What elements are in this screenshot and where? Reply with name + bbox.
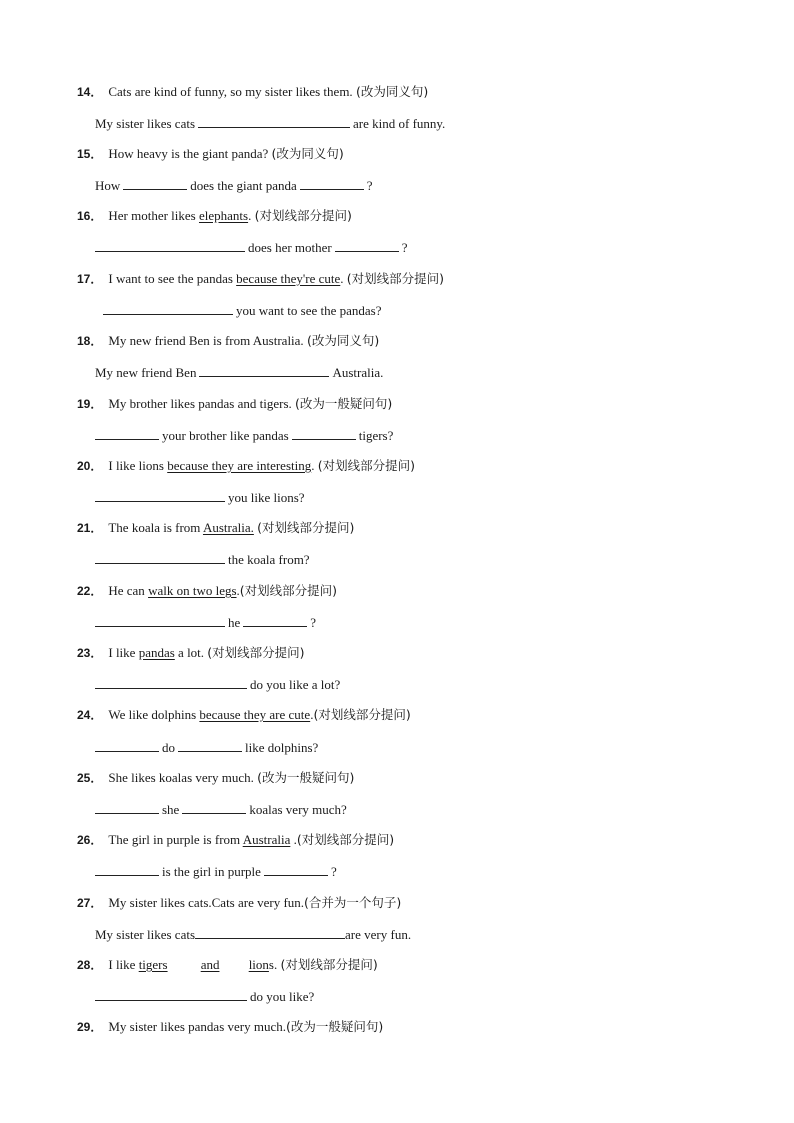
answer-text: ? [401,240,408,255]
underlined-part: pandas [138,645,175,660]
question-text: . [248,208,252,223]
underlined-part: elephants [198,208,249,223]
instruction-note: (改为同义句) [271,146,344,161]
answer-text: she [162,802,180,817]
question-text: . [311,458,315,473]
question-21 [77,519,354,537]
answer-text: you want to see the pandas? [236,303,382,318]
question-29 [77,1018,383,1036]
answer-text: My sister likes cats [95,927,196,942]
answer-line-21 [95,550,310,569]
answer-text: My new friend Ben [95,365,197,380]
question-text: The koala is from [108,520,201,535]
answer-line-25 [95,800,347,819]
answer-text: ? [330,864,337,879]
answer-blank[interactable] [199,363,329,377]
question-17 [77,270,444,288]
question-19 [77,395,392,413]
question-text: . [290,832,297,847]
question-number: 24． [77,708,103,722]
answer-line-16 [95,238,408,257]
answer-line-18 [95,363,383,382]
question-text: The girl in purple is from [108,832,241,847]
answer-blank[interactable] [95,488,225,502]
instruction-note: (改为同义句) [355,84,429,99]
answer-blank[interactable] [103,301,233,315]
question-number: 23． [77,646,103,660]
answer-text: ? [366,178,373,193]
answer-text: tigers? [358,428,394,443]
answer-line-26 [95,862,337,881]
underlined-part: lion [248,957,269,972]
answer-blank[interactable] [195,925,345,939]
question-text: . [310,707,314,722]
question-number: 26． [77,833,103,847]
answer-text: like dolphins? [245,740,319,755]
answer-line-27 [95,925,411,944]
question-text: I like [108,957,136,972]
underlined-part: walk on two legs [148,583,237,598]
answer-blank[interactable] [95,675,247,689]
question-18 [77,332,379,350]
question-number: 17． [77,272,103,286]
question-text: My new friend Ben is from Australia. [108,333,304,348]
answer-line-28 [95,987,314,1006]
question-text: My sister likes cats.Cats are very fun. [108,895,305,910]
question-text: He can [108,583,145,598]
answer-text: do you like a lot? [250,677,341,692]
instruction-note: (合并为一个句子) [304,895,402,910]
underlined-part: because they are interesting [167,458,312,473]
question-text: . [340,271,344,286]
underlined-part: and [200,957,220,972]
question-text: . [236,583,240,598]
instruction-note: (改为一般疑问句) [295,396,393,411]
answer-blank[interactable] [198,114,350,128]
underlined-part: because they're cute [236,271,341,286]
instruction-note: (对划线部分提问) [207,645,305,660]
answer-line-20 [95,488,305,507]
question-14 [77,83,428,101]
instruction-note: (对划线部分提问) [296,832,395,847]
instruction-note: (对划线部分提问) [257,520,355,535]
instruction-note: (改为一般疑问句) [257,770,355,785]
instruction-note: (改为一般疑问句) [286,1019,384,1034]
answer-text: are very fun. [345,927,412,942]
underlined-part: because they are cute [199,707,311,722]
question-number: 16． [77,209,103,223]
answer-blank[interactable] [182,800,246,814]
answer-line-15 [95,176,373,195]
answer-text: the koala from? [228,552,310,567]
answer-blank[interactable] [123,176,187,190]
answer-blank[interactable] [95,987,247,1001]
answer-text: ? [310,615,317,630]
question-number: 15． [77,147,103,161]
question-15 [77,145,344,163]
question-number: 28． [77,958,103,972]
question-22 [77,582,337,600]
answer-blank[interactable] [95,862,159,876]
question-text: I like [108,645,136,660]
answer-text: do you like? [250,989,315,1004]
answer-line-14 [95,114,445,133]
answer-blank[interactable] [264,862,328,876]
question-text: Cats are kind of funny, so my sister likes them. [108,84,353,99]
question-number: 22． [77,584,103,598]
instruction-note: (改为同义句) [306,333,380,348]
question-number: 25． [77,771,103,785]
answer-blank[interactable] [243,613,307,627]
underlined-part: Australia [242,832,291,847]
underlined-part: Australia. [202,520,254,535]
question-text: I like lions [108,458,168,473]
question-number: 19． [77,397,103,411]
instruction-note: (对划线部分提问) [280,957,378,972]
answer-text: does the giant panda [190,178,297,193]
question-text: s. [268,957,278,972]
question-text: We like dolphins [108,707,200,722]
question-number: 27． [77,896,103,910]
answer-text: he [228,615,241,630]
instruction-note: (对划线部分提问) [346,271,445,286]
answer-text: Australia. [332,365,384,380]
answer-text: How [95,178,121,193]
question-25 [77,769,354,787]
question-24 [77,706,411,724]
instruction-note: (对划线部分提问) [254,208,352,223]
question-27 [77,894,401,912]
question-text: a lot. [178,645,205,660]
answer-text: is the girl in purple [162,864,261,879]
question-number: 29． [77,1020,103,1034]
answer-text: do [162,740,175,755]
question-20 [77,457,415,475]
answer-blank[interactable] [178,738,242,752]
question-23 [77,644,305,662]
answer-text: My sister likes cats [95,116,196,131]
instruction-note: (对划线部分提问) [313,707,411,722]
answer-blank[interactable] [95,800,159,814]
question-text: She likes koalas very much. [108,770,254,785]
answer-text: does her mother [248,240,332,255]
answer-text: your brother like pandas [162,428,289,443]
answer-blank[interactable] [95,613,225,627]
answer-line-22 [95,613,316,632]
answer-line-17 [103,301,381,320]
question-number: 18． [77,334,103,348]
answer-line-23 [95,675,340,694]
answer-blank[interactable] [95,738,159,752]
underlined-part: tigers [138,957,168,972]
answer-text: you like lions? [228,490,305,505]
question-26 [77,831,394,849]
answer-line-24 [95,738,318,757]
question-number: 21． [77,521,103,535]
answer-blank[interactable] [300,176,364,190]
instruction-note: (对划线部分提问) [317,458,415,473]
question-text: My sister likes pandas very much. [108,1019,286,1034]
question-28 [77,956,378,974]
instruction-note: (对划线部分提问) [239,583,338,598]
question-text: I want to see the pandas [108,271,233,286]
question-text: Her mother likes [108,208,196,223]
question-number: 20． [77,459,103,473]
question-16 [77,207,352,225]
answer-blank[interactable] [292,426,356,440]
answer-blank[interactable] [335,238,399,252]
answer-text: are kind of funny. [353,116,446,131]
answer-line-19 [95,426,393,445]
answer-blank[interactable] [95,238,245,252]
answer-blank[interactable] [95,550,225,564]
answer-blank[interactable] [95,426,159,440]
question-text: How heavy is the giant panda? [108,146,269,161]
answer-text: koalas very much? [249,802,347,817]
question-text: My brother likes pandas and tigers. [108,396,292,411]
question-number: 14． [77,85,103,99]
